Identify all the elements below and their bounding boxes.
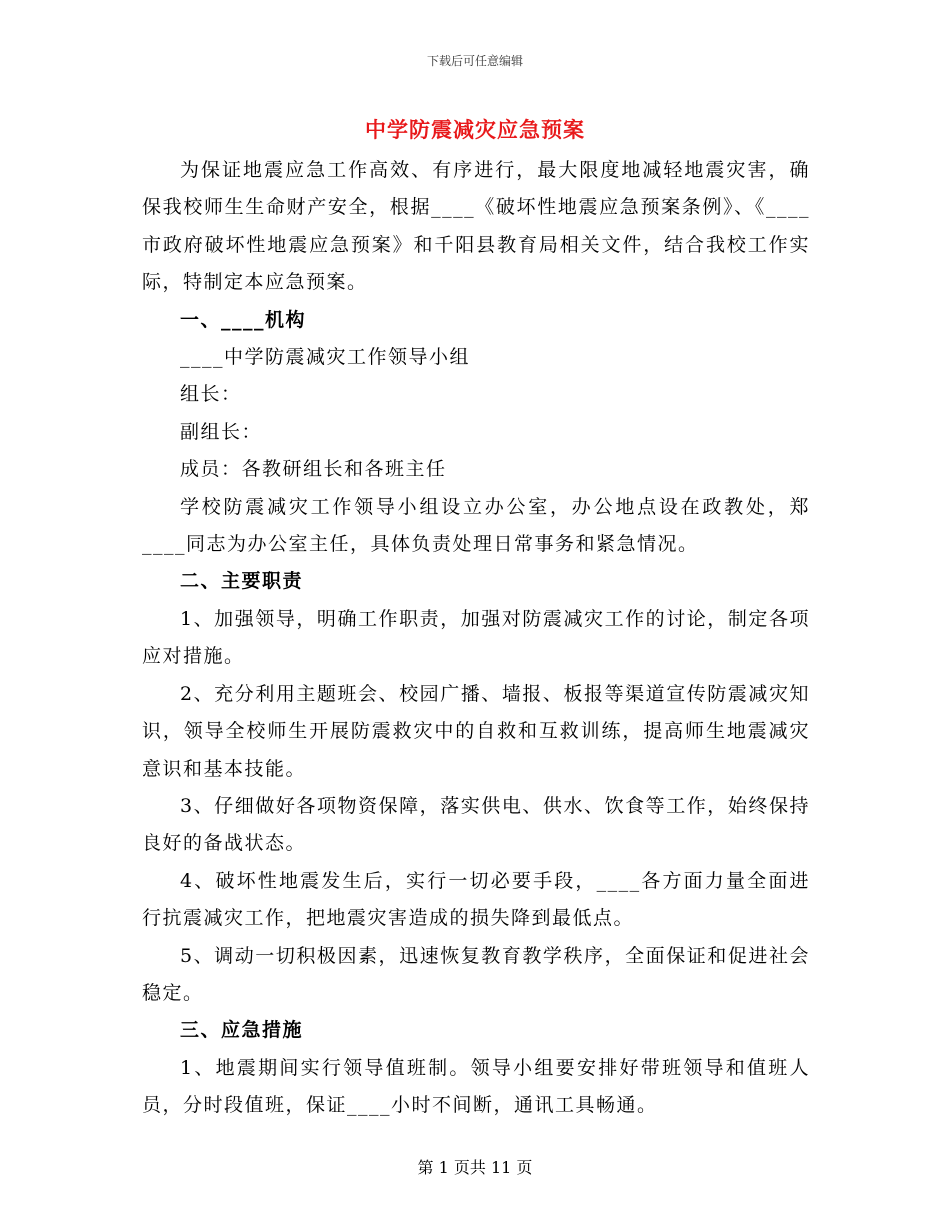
document-title: 中学防震减灾应急预案	[365, 117, 585, 142]
paragraph-duty-3: 3、仔细做好各项物资保障，落实供电、供水、饮食等工作，始终保持良好的备战状态。	[142, 794, 810, 855]
paragraph-office: 学校防震减灾工作领导小组设立办公室，办公地点设在政教处，郑____同志为办公室主任，具体负责处理日常事务和紧急情况。	[142, 495, 810, 556]
paragraph-group-name: ____中学防震减灾工作领导小组	[180, 346, 471, 369]
paragraph-measure-1: 1、地震期间实行领导值班制。领导小组要安排好带班领导和值班人员，分时段值班，保证____小时不间断，通讯工具畅通。	[142, 1056, 810, 1117]
paragraph-duty-5: 5、调动一切积极因素，迅速恢复教育教学秩序，全面保证和促进社会稳定。	[142, 944, 810, 1004]
section-heading-duties: 二、主要职责	[180, 570, 304, 593]
paragraph-duty-2: 2、充分利用主题班会、校园广播、墙报、板报等渠道宣传防震减灾知识，领导全校师生开展防震救灾中的自救和互救训练，提高师生地震减灾意识和基本技能。	[142, 682, 810, 780]
paragraph-members: 成员：各教研组长和各班主任	[180, 458, 447, 481]
document-body	[142, 152, 810, 1125]
paragraph-duty-4: 4、破坏性地震发生后，实行一切必要手段，____各方面力量全面进行抗震减灾工作，把地震灾害造成的损失降到最低点。	[142, 869, 810, 930]
section-heading-measures: 三、应急措施	[180, 1019, 304, 1042]
paragraph-intro: 为保证地震应急工作高效、有序进行，最大限度地减轻地震灾害，确保我校师生生命财产安全，根据____《破坏性地震应急预案条例》、《____市政府破坏性地震应急预案》和千阳县教育局相关文件，结合我校工作实际，特制定本应急预案。	[142, 159, 810, 294]
paragraph-deputy-leader: 副组长：	[180, 420, 263, 443]
page-number: 第 1 页共 11 页	[417, 1158, 533, 1177]
paragraph-group-leader: 组长：	[180, 383, 242, 406]
section-heading-organization: 一、____机构	[180, 308, 307, 331]
header-note: 下载后可任意编辑	[426, 54, 523, 68]
paragraph-duty-1: 1、加强领导，明确工作职责，加强对防震减灾工作的讨论，制定各项应对措施。	[142, 607, 810, 668]
